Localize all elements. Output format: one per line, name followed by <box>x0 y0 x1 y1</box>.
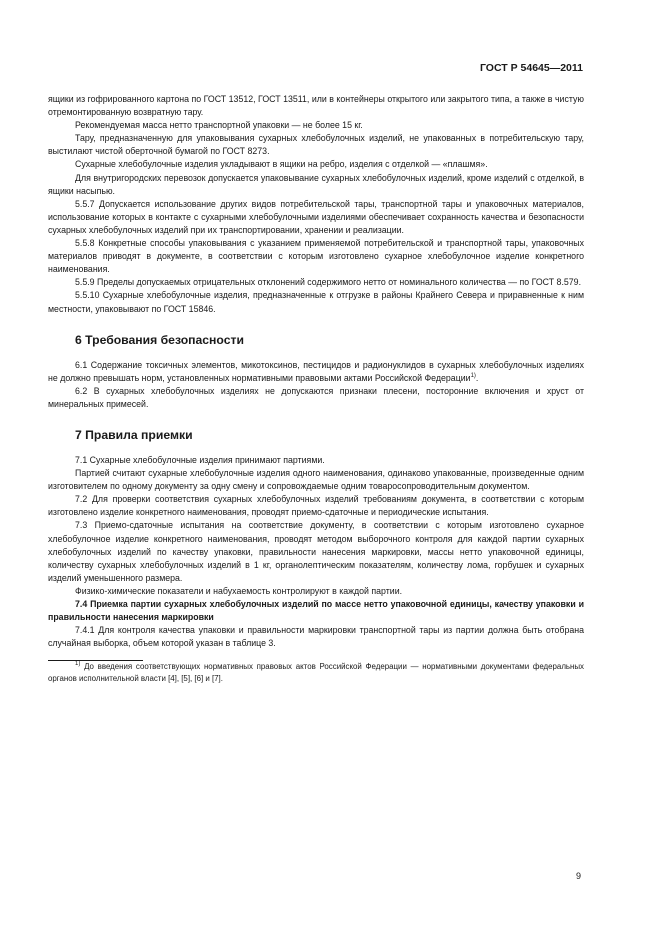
paragraph: Физико-химические показатели и набухаемость контролируют в каждой партии. <box>75 585 403 596</box>
paragraph-6-1: 6.1 Содержание токсичных элементов, микотоксинов, пестицидов и радионуклидов в сухарных хлебобулочных изделиях не должно превышать норм, установленных нормативными правовыми актами Российской Федерации$^{1)}$. <box>48 359 584 383</box>
paragraph: 5.5.7 Допускается использование других видов потребительской тары, транспортной тары и упаковочных материалов, использование которых в контакте с сухарными хлебобулочными изделиями обеспечивает сохранность качества и безопасности сухарных хлебобулочных изделий при их транспортировании, хранении и реализации. <box>48 198 584 235</box>
footnote-ref: 1) <box>470 372 476 379</box>
paragraph: 5.5.8 Конкретные способы упаковывания с указанием применяемой потребительской и транспортной тары, упаковочных материалов приводят в документе, в соответствии с которым изготовлено сухарное хлебобулочное изделие конкретного наименования. <box>48 238 584 275</box>
document-body <box>48 93 584 684</box>
subsection-7-4-heading: 7.4 Приемка партии сухарных хлебобулочных изделий по массе нетто упаковочной единицы, качеству упаковки и правильности нанесения маркировки <box>48 599 584 623</box>
paragraph: Рекомендуемая масса нетто транспортной упаковки — не более 15 кг. <box>75 120 363 131</box>
paragraph-6-2: 6.2 В сухарных хлебобулочных изделиях не допускаются признаки плесени, посторонние включения и хруст от минеральных примесей. <box>48 385 584 409</box>
paragraph: Тару, предназначенную для упаковывания сухарных хлебобулочных изделий, не упакованных в потребительскую тару, выстилают чистой оберточной бумагой по ГОСТ 8273. <box>48 133 584 157</box>
paragraph-7-4-1: 7.4.1 Для контроля качества упаковки и правильности маркировки транспортной тары из партии должна быть отобрана случайная выборка, объем которой указан в таблице 3. <box>48 625 584 649</box>
paragraph: 5.5.10 Сухарные хлебобулочные изделия, предназначенные к отгрузке в районы Крайнего Севера и приравненные к ним местности, упаковывают по ГОСТ 15846. <box>48 290 584 314</box>
page-number: 9 <box>575 871 581 881</box>
footnote: $^{1)}$ До введения соответствующих нормативных правовых актов Российской Федерации — нормативными документами федеральных органов исполнительной власти [4], [5], [6] и [7]. <box>48 661 585 683</box>
paragraph: Для внутригородских перевозок допускается упаковывание сухарных хлебобулочных изделий, кроме изделий с отделкой, в ящики насыпью. <box>48 172 584 196</box>
paragraph: 7.2 Для проверки соответствия сухарных хлебобулочных изделий требованиям документа, в соответствии с которым изготовлено изделие конкретного наименования, проводят приемо-сдаточные и периодические испытания. <box>48 494 584 518</box>
paragraph: 5.5.9 Пределы допускаемых отрицательных отклонений содержимого нетто от номинального количества — по ГОСТ 8.579. <box>75 277 582 288</box>
footnote-mark: 1) <box>75 661 81 668</box>
paragraph: 7.3 Приемо-сдаточные испытания на соответствие документу, в соответствии с которым изготовлено сухарное хлебобулочное изделие конкретного наименования, проводят методом выборочного контроля для каждой партии сухарных хлебобулочных изделий по качеству упаковки, правильности нанесения маркировки, массы нетто упаковочной единицы, количеству сухарных хлебобулочных изделий в 1 кг, органолептическим показателям, количеству лома, горбушек и сухарных изделий уменьшенного размера. <box>48 520 584 583</box>
section-6-heading: 6 Требования безопасности <box>75 332 244 347</box>
section-7-heading: 7 Правила приемки <box>75 427 193 442</box>
paragraph: Сухарные хлебобулочные изделия укладывают в ящики на ребро, изделия с отделкой — «плашмя». <box>75 159 488 170</box>
paragraph: 7.1 Сухарные хлебобулочные изделия принимают партиями. <box>75 454 325 465</box>
paragraph: Партией считают сухарные хлебобулочные изделия одного наименования, одинаково упакованные, произведенные одним изготовителем по одному документу за одну смену и сопровождаемые одним товаросопроводительным документом. <box>48 468 584 492</box>
document-header: ГОСТ Р 54645—2011 <box>479 62 583 74</box>
paragraph: ящики из гофрированного картона по ГОСТ 13512, ГОСТ 13511, или в контейнеры открытого или закрытого типа, а также в чистую отремонтированную возвратную тару. <box>48 94 584 118</box>
